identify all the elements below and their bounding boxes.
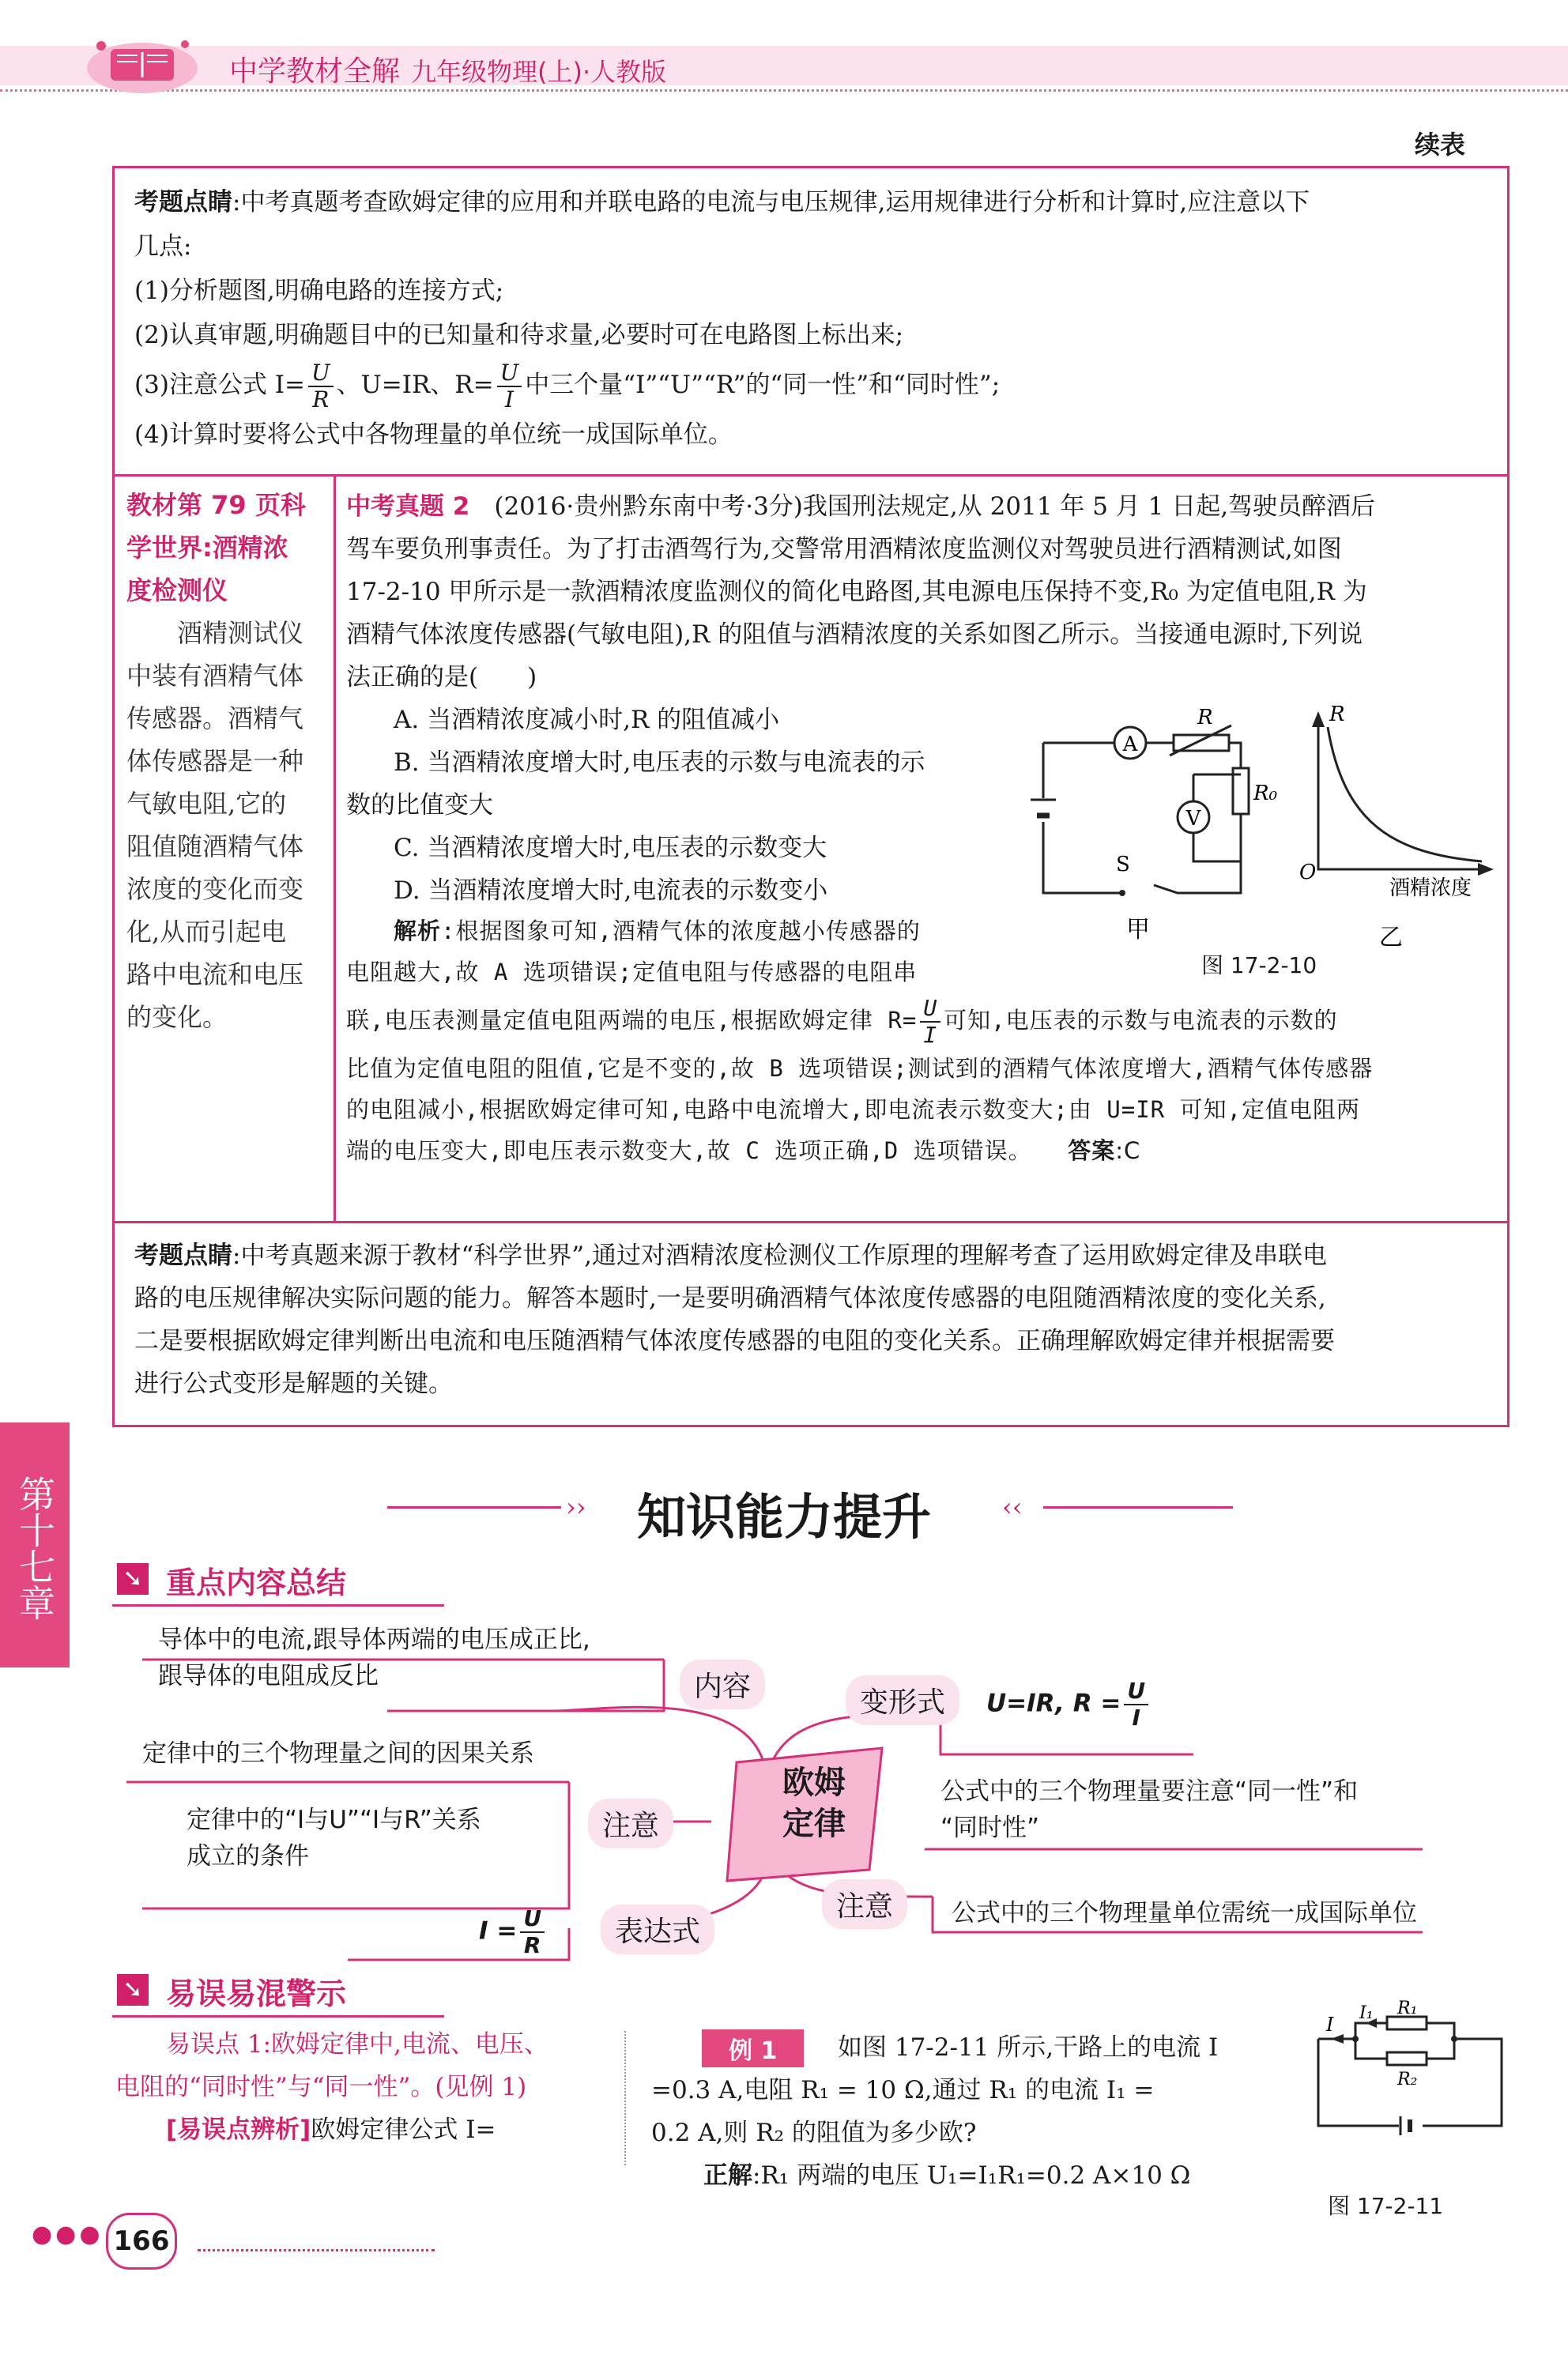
figure-label-yi: 乙 [1379,924,1403,951]
tip1-label: 考题点睛 [134,188,232,217]
variant-formula: U=IR, R = $\frac{U}{I}$ [986,1680,1152,1729]
circuit-diagram-jia [1020,703,1277,944]
graph-yi [1296,703,1510,951]
circuit-diagram-17-2-11 [1312,1999,1510,2165]
tip2-label: 考题点睛 [134,1242,232,1270]
arrow-box-icon: ➘ [117,1563,149,1595]
content-text: 导体中的电流,跟导体两端的电压成正比, 跟导体的电阻成反比 [158,1626,590,1690]
tip1-block [134,180,1486,457]
expression-formula: I = $\frac{U}{R}$ [479,1908,548,1957]
table-divider [112,1221,1510,1223]
option-d: D. 当酒精浓度增大时,电流表的示数变小 [394,876,828,905]
formula-fraction: $\frac{U}{I}$ [497,362,522,411]
axis-y-label: R [1329,703,1345,726]
header-title [229,49,666,89]
arrow-right-icon: ›› [566,1492,586,1522]
side-body: 酒精测试仪 中装有酒精气体 传感器。酒精气 体传感器是一种 气敏电阻,它的 阻值随酒精气体 浓度的变化而变 化,从而引起电 路中电流和电压 的变化。 [126,618,304,1032]
side-heading-1: 教材第 79 页科 [126,490,306,520]
mistake-point: 易误点 1:欧姆定律中,电流、电压、 电阻的“同时性”与“同一性”。(见例 1) [易误点辨析]欧姆定律公式 I= [115,2030,548,2144]
formula-fraction: $\frac{U}{I}$ [920,997,940,1046]
mistake-analysis-tag: [易误点辨析] [166,2116,311,2144]
tip1-point-1: (1)分析题图,明确电路的连接方式; [134,277,504,305]
content-node: 内容 [680,1660,765,1709]
question-label: 中考真题 2 [346,492,470,521]
resistor-r0-label: R₀ [1253,782,1277,805]
side-column [126,484,326,1038]
summary-title: 重点内容总结 [166,1566,347,1600]
tip2-block: 考题点睛:中考真题来源于教材“科学世界”,通过对酒精浓度检测仪工作原理的理解考查了运用欧姆定律及串联电 路的电压规律解决实际问题的能力。解答本题时,一是要明确酒精气体浓度传感器的电阻随酒精浓度的变化关系, 二是要根据欧姆定律判断出电流和电压随酒精气体浓度传感器的电阻的变化关系。正确理解欧姆定律并根据需要 进行公式变形是解题的关键。 [134,1242,1335,1398]
note-left-node: 注意 [588,1799,673,1848]
figure1-caption: 图 17-2-10 [1201,952,1317,978]
chapter-tab: 第十七章 [0,1422,70,1667]
section-title-line-right [1043,1506,1233,1509]
axis-x-label: 酒精浓度 [1389,876,1472,900]
fig2-i-label: I [1326,2014,1334,2036]
arrow-box-icon: ➘ [117,1974,149,2006]
page-number: 166 [106,2213,177,2270]
example-text: 如图 17-2-11 所示,干路上的电流 I =0.3 A,电阻 R₁ = 10 Ω,通过 R₁ 的电流 I₁ = 0.2 A,则 R₂ 的阻值为多少欧? 正解:R₁ 两端的电压 U₁=I₁R₁=0.2 A×10 Ω [651,2033,1219,2190]
option-b-cont: 数的比值变大 [346,791,493,820]
section-title: 知识能力提升 [636,1488,931,1546]
table-divider [112,474,1510,477]
question-block: 中考真题 2 (2016·贵州黔东南中考·3分)我国刑法规定,从 2011 年 5 月 1 日起,驾驶员醉酒后 驾车要负刑事责任。为了打击酒驾行为,交警常用酒精浓度监测仪对驾驶员进行酒精测试,如图 17-2-10 甲所示是一款酒精浓度监测仪的简化电路图,其电源电压保持不变,R₀ 为定值电阻,R 为 酒精气体浓度传感器(气敏电阻),R 的阻值与酒精浓度的关系如图乙所示。当接通电源时,下列说 法正确的是( ) [346,492,1376,691]
side-heading-2: 学世界:酒精浓 [126,533,288,563]
analysis-block: 解析:根据图象可知,酒精气体的浓度越小传感器的 电阻越大,故 A 选项错误;定值电阻与传感器的电阻串 联,电压表测量定值电阻两端的电压,根据欧姆定律 R= $\frac{U}{I}$ 可知,电压表的示数与电流表的示数的 比值为定值电阻的阻值,它是不变的,故 B 选项错误;测试到的酒精气体浓度增大,酒精气体传感器 的电阻减小,根据欧姆定律可知,电路中电流增大,即电流表示数变大;由 U=IR 可知,定值电阻两 端的电压变大,即电压表示数变大,故 C 选项正确,D 选项错误。 答案:C [346,917,1374,1164]
mistakes-title: 易误易混警示 [166,1976,347,2011]
ammeter-label: A [1122,733,1138,756]
solution-label: 正解 [703,2161,752,2190]
tip1-point-4: (4)计算时要将公式中各物理量的单位统一成国际单位。 [134,420,733,449]
resistor-r-label: R [1197,706,1213,729]
arrow-left-icon: ‹‹ [1002,1492,1023,1522]
answer-value: :C [1115,1137,1141,1164]
formula-fraction: $\frac{U}{R}$ [308,362,334,411]
note-left-2: 定律中的“I与U”“I与R”关系 成立的条件 [187,1806,481,1871]
book-sub: 九年级物理(上)·人教版 [411,57,667,87]
variant-node: 变形式 [846,1675,959,1725]
footer-dots: ●●● [32,2221,104,2248]
voltmeter-label: V [1185,807,1201,831]
expression-node: 表达式 [601,1905,714,1954]
answer-label: 答案 [1068,1137,1116,1164]
tip1-point-3: (3)注意公式 I= $\frac{U}{R}$ 、U=IR、R= $\frac{U}{I}$ 中三个量“I”“U”“R”的“同一性”和“同时性”; [134,359,1001,413]
fig2-i1-label: I₁ [1359,2003,1374,2023]
example-label: 例 1 [702,2029,804,2067]
tip1-intro: :中考真题考查欧姆定律的应用和并联电路的电流与电压规律,运用规律进行分析和计算时,应注意以下 [232,188,1310,217]
fig2-r2-label: R₂ [1397,2070,1418,2089]
table-column-divider [334,474,336,1221]
summary-title-underline [112,1604,444,1607]
note-right-node: 注意 [822,1879,907,1929]
footer-line [198,2249,435,2251]
note-left-1: 定律中的三个物理量之间的因果关系 [142,1739,534,1768]
tip1-intro2: 几点: [134,232,192,261]
option-c: C. 当酒精浓度增大时,电压表的示数变大 [394,834,827,862]
mistakes-title-underline [112,2015,444,2018]
axis-origin-label: O [1299,861,1317,884]
column-divider [624,2031,626,2165]
option-a: A. 当酒精浓度减小时,R 的阻值减小 [394,706,780,734]
question-options [346,699,1026,912]
book-name: 中学教材全解 [229,55,401,88]
option-b: B. 当酒精浓度增大时,电压表的示数与电流表的示 [394,748,925,777]
header-dotted-line [0,89,1568,92]
note-right-1: 公式中的三个物理量要注意“同一性”和 “同时性” [940,1777,1359,1842]
book-logo-icon [79,28,205,96]
side-heading-3: 度检测仪 [126,575,228,605]
figure-label-jia: 甲 [1126,916,1150,944]
analysis-label: 解析 [394,917,442,944]
continued-label: 续表 [1415,130,1466,160]
mindmap-center: 欧姆 定律 [782,1765,846,1842]
tip1-point-2: (2)认真审题,明确题目中的已知量和待求量,必要时可在电路图上标出来; [134,321,904,349]
figure2-caption: 图 17-2-11 [1328,2193,1444,2219]
switch-label: S [1116,853,1130,876]
fig2-r1-label: R₁ [1397,1999,1418,2018]
note-right-2: 公式中的三个物理量单位需统一成国际单位 [952,1899,1417,1927]
